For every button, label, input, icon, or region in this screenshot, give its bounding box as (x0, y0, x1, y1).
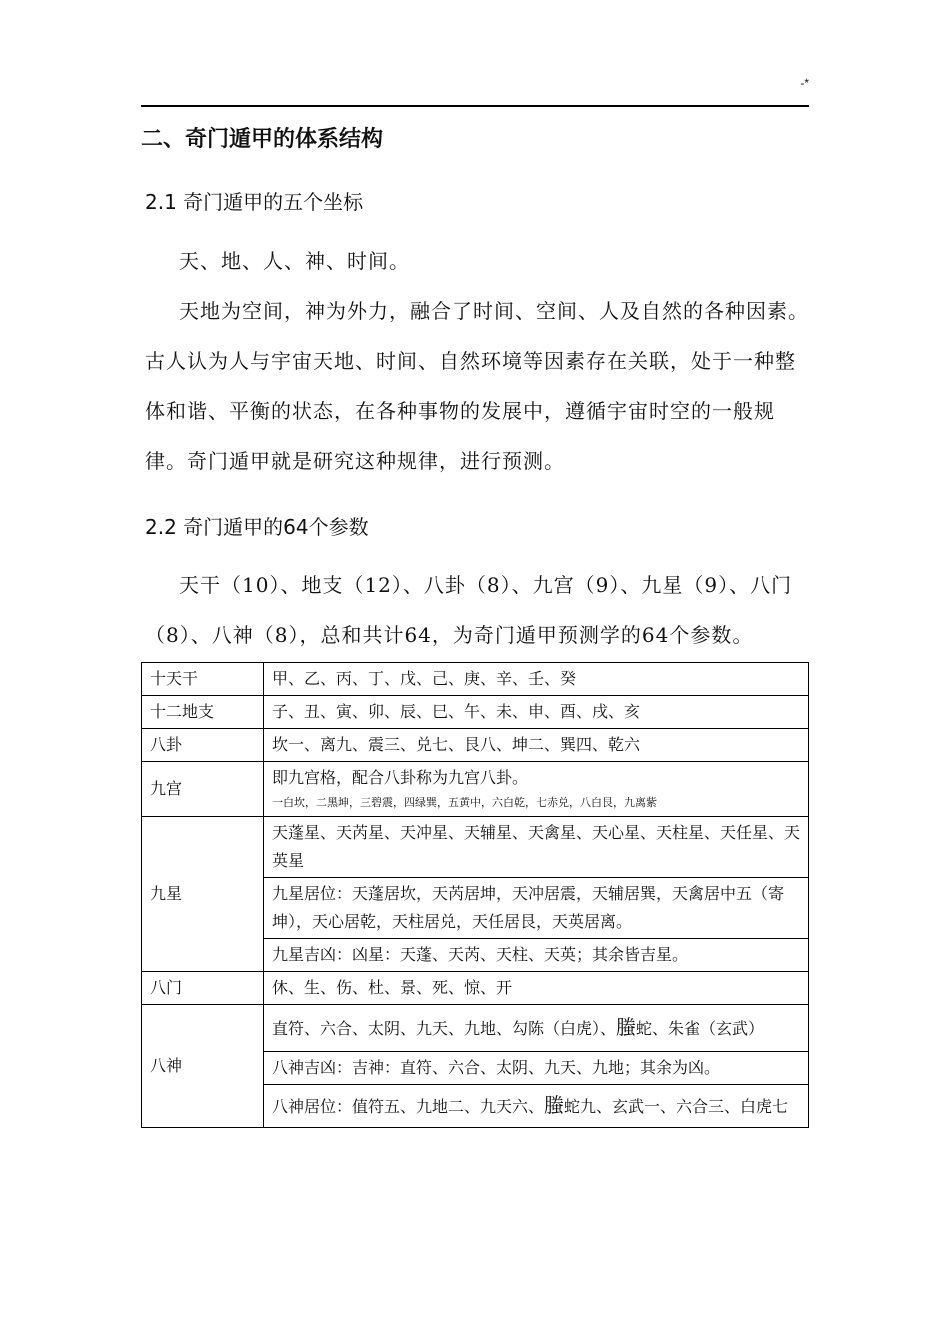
row-key: 九宫 (142, 762, 264, 817)
table-row (142, 729, 809, 762)
row-value: 九星居位：天蓬居坎，天芮居坤，天冲居震，天辅居巽，天禽居中五（寄坤），天心居乾，天柱居兑，天任居艮，天英居离。 (264, 878, 809, 939)
row-value: 八神吉凶：吉神：直符、六合、太阴、九天、九地；其余为凶。 (264, 1052, 809, 1085)
row-key: 十二地支 (142, 696, 264, 729)
table-row (142, 696, 809, 729)
table-row (142, 972, 809, 1005)
page-mark: -* (800, 76, 809, 90)
table-row (142, 762, 809, 817)
bashen-glyph: 螣 (544, 1093, 565, 1117)
paragraph-five-coordinates: 天、地、人、神、时间。 (179, 249, 410, 273)
row-key: 八卦 (142, 729, 264, 762)
row-key: 十天干 (142, 663, 264, 696)
row-value (264, 762, 809, 817)
paragraph-parameters: 天干（10）、地支（12）、八卦（8）、九宫（9）、九星（9）、八门（8）、八神（8），总和共计64，为奇门遁甲预测学的64个参数。 (145, 573, 793, 647)
row-key: 八神 (142, 1005, 264, 1128)
table-row (142, 663, 809, 696)
row-value: 九星吉凶：凶星：天蓬、天芮、天柱、天英；其余皆吉星。 (264, 939, 809, 972)
row-value: 子、丑、寅、卯、辰、巳、午、未、申、酉、戌、亥 (264, 696, 809, 729)
table-row (142, 1005, 809, 1052)
paragraph-explanation: 天地为空间，神为外力，融合了时间、空间、人及自然的各种因素。古人认为人与宇宙天地、时间、自然环境等因素存在关联，处于一种整体和谐、平衡的状态，在各种事物的发展中，遵循宇宙时空的一般规律。奇门遁甲就是研究这种规律，进行预测。 (145, 299, 809, 473)
bashen-text: 八神居位：值符五、九地二、九天六、 (272, 1097, 545, 1116)
bashen-text: 直符、六合、太阴、九天、九地、勾陈（白虎）、 (272, 1019, 617, 1038)
bashen-text: 蛇九、玄武一、六合三、白虎七 (564, 1097, 789, 1116)
row-key: 八门 (142, 972, 264, 1005)
section-title: 二、奇门遁甲的体系结构 (141, 127, 384, 152)
header-rule (141, 105, 809, 107)
subsection-title-2: 2.2 奇门遁甲的64个参数 (145, 515, 369, 539)
bashen-text: 蛇、朱雀（玄武） (636, 1019, 765, 1038)
subsection-title-1: 2.1 奇门遁甲的五个坐标 (145, 190, 364, 214)
row-value: 天蓬星、天芮星、天冲星、天辅星、天禽星、天心星、天柱星、天任星、天英星 (264, 817, 809, 878)
row-key: 九星 (142, 817, 264, 972)
row-value: 甲、乙、丙、丁、戊、己、庚、辛、壬、癸 (264, 663, 809, 696)
jiugong-note: 一白坎，二黑坤，三碧震，四绿巽，五黄中，六白乾，七赤兑，八白艮，九离紫 (272, 796, 657, 809)
row-value: 休、生、伤、杜、景、死、惊、开 (264, 972, 809, 1005)
jiugong-text: 即九宫格，配合八卦称为九宫八卦。 (272, 768, 529, 787)
row-value: 坎一、离九、震三、兑七、艮八、坤二、巽四、乾六 (264, 729, 809, 762)
bashen-glyph: 螣 (616, 1015, 637, 1039)
row-value (264, 1085, 809, 1128)
table-row (142, 817, 809, 878)
row-value (264, 1005, 809, 1052)
parameter-table (141, 662, 809, 1128)
